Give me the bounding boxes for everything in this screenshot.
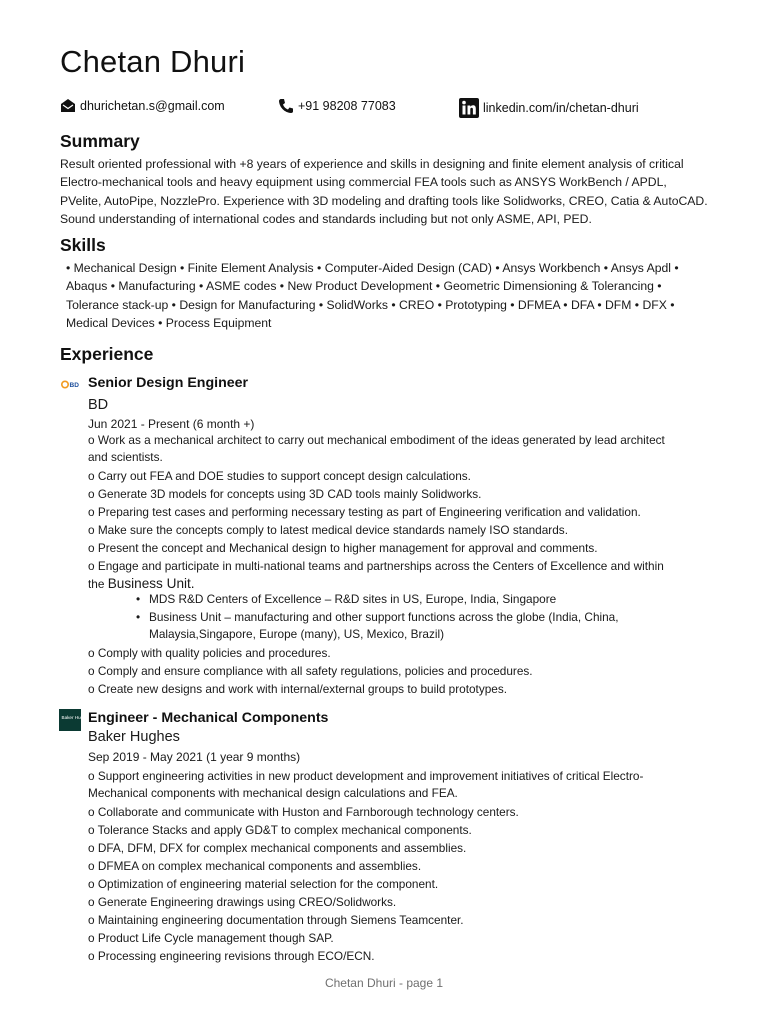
job-bullet: o Optimization of engineering material selection for the component. <box>88 877 439 891</box>
skills-heading: Skills <box>60 235 106 255</box>
job-bullet: o Generate 3D models for concepts using 3D CAD tools mainly Solidworks. <box>88 487 482 501</box>
job-bullet: o Tolerance Stacks and apply GD&T to complex mechanical components. <box>88 823 472 837</box>
job-bullet: o Carry out FEA and DOE studies to support concept design calculations. <box>88 469 471 483</box>
job-bullet: o Comply with quality policies and procedures. <box>88 646 331 660</box>
company-name: Baker Hughes <box>88 729 180 745</box>
email-icon <box>60 98 76 113</box>
job-bullet: o Create new designs and work with internal/external groups to build prototypes. <box>88 682 508 696</box>
sub-bullet-text: Business Unit – manufacturing and other support functions across the globe (India, China, Malaysia,Singapore, Europe (many), US, Mexico, Brazil) <box>149 610 619 642</box>
experience-heading: Experience <box>60 344 154 364</box>
linkedin-text: linkedin.com/in/chetan-dhuri <box>483 101 639 115</box>
job-bullet: o Product Life Cycle management though SAP. <box>88 931 334 945</box>
job-bullet: o Comply and ensure compliance with all safety regulations, policies and procedures. <box>88 664 533 678</box>
job-bullet: o Processing engineering revisions through ECO/ECN. <box>88 949 375 963</box>
job-bullet: o Present the concept and Mechanical design to higher management for approval and comments. <box>88 541 598 555</box>
baker-hughes-logo <box>59 709 91 736</box>
job-bullet: o Preparing test cases and performing necessary testing as part of Engineering verification and validation. <box>88 505 641 519</box>
job-bullet: o Collaborate and communicate with Huston and Farnborough technology centers. <box>88 805 519 819</box>
job-dates: Jun 2021 - Present (6 month +) <box>88 417 255 431</box>
job-bullet: o Support engineering activities in new product development and improvement initiatives of critical Electro-Mechanical components with mechanical design calculations and FEA. <box>88 769 644 801</box>
bd-logo <box>61 378 80 396</box>
job-bullet: o Work as a mechanical architect to carry out mechanical embodiment of the ideas generated by lead architect and scientists. <box>88 433 665 465</box>
summary-text: Result oriented professional with +8 years of experience and skills in designing and finite element analysis of critical Electro-mechanical tools and heavy equipment using commercial FEA tools such as ANSYS WorkBench / APDL, PVelite, AutoPipe, NozzlePro. Experience with 3D modeling and drafting tools like Solidworks, CREO, Catia & AutoCAD. Sound understanding of international codes and standards including but not only ASME, API, PED. <box>60 157 708 226</box>
linkedin-contact[interactable] <box>459 98 639 118</box>
svg-text:Baker Hughes: Baker Hughes <box>61 715 91 720</box>
job-bullet-tail: Business Unit. <box>107 576 195 592</box>
email-contact[interactable] <box>60 98 225 113</box>
job-title: Senior Design Engineer <box>88 375 249 391</box>
job-bullet <box>88 558 678 594</box>
summary-heading: Summary <box>60 131 140 151</box>
svg-text:BD: BD <box>69 382 79 389</box>
job-bullet: o Maintaining engineering documentation through Siemens Teamcenter. <box>88 913 464 927</box>
job-dates: Sep 2019 - May 2021 (1 year 9 months) <box>88 750 301 764</box>
job-bullet: o DFMEA on complex mechanical components and assemblies. <box>88 859 422 873</box>
job-bullet-text: o Engage and participate in multi-national teams and partnerships across the Centers of Excellence and within the <box>88 559 664 592</box>
linkedin-icon <box>459 98 479 118</box>
sub-bullet-text: MDS R&D Centers of Excellence – R&D sites in US, Europe, India, Singapore <box>149 592 557 606</box>
job-bullet: o DFA, DFM, DFX for complex mechanical components and assemblies. <box>88 841 467 855</box>
job-title: Engineer - Mechanical Components <box>88 710 329 726</box>
phone-icon <box>278 98 294 114</box>
company-name: BD <box>88 397 109 413</box>
skills-list: • Mechanical Design • Finite Element Analysis • Computer-Aided Design (CAD) • Ansys Workbench • Ansys Apdl • Abaqus • Manufacturing • ASME codes • New Product Development • Geometric Dimensioning & Tolerancing • Tolerance stack-up • Design for Manufacturing • SolidWorks • CREO • Prototyping • DFMEA • DFA • DFM • DFX • Medical Devices • Process Equipment <box>66 261 679 330</box>
phone-text: +91 98208 77083 <box>298 99 396 113</box>
job-bullet: o Make sure the concepts comply to latest medical device standards namely ISO standards. <box>88 523 568 537</box>
candidate-name: Chetan Dhuri <box>60 44 246 79</box>
phone-contact[interactable] <box>278 98 396 114</box>
email-text: dhurichetan.s@gmail.com <box>80 98 225 113</box>
sub-bullet: • MDS R&D Centers of Excellence – R&D sites in US, Europe, India, Singapore <box>136 591 696 608</box>
page-footer: Chetan Dhuri - page 1 <box>324 976 444 990</box>
sub-bullet: • Business Unit – manufacturing and other support functions across the globe (India, China, Malaysia,Singapore, Europe (many), US, Mexico, Brazil) <box>136 609 696 644</box>
job-bullet: o Generate Engineering drawings using CREO/Solidworks. <box>88 895 397 909</box>
